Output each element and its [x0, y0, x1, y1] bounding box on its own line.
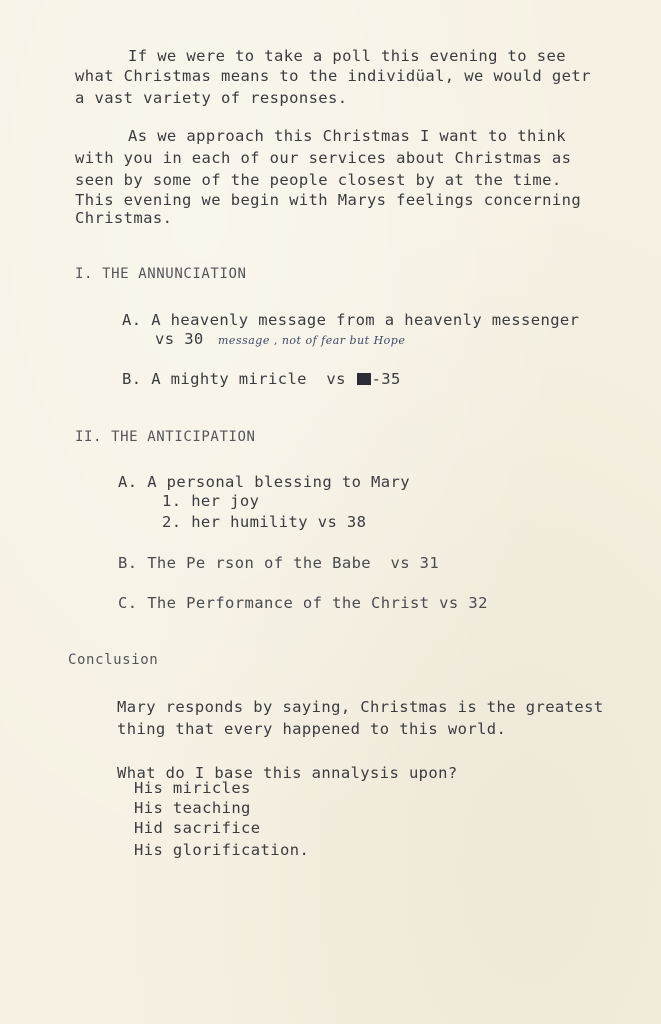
struck-out-verse-mark: [357, 373, 371, 385]
section-heading-annunciation: I. THE ANNUNCIATION: [75, 266, 247, 282]
conclusion-line-2: thing that every happened to this world.: [117, 720, 507, 738]
para2-line-4: This evening we begin with Marys feelings concerning: [75, 191, 582, 209]
intro-line-2: what Christmas means to the individüal, we would getr: [75, 67, 591, 85]
point-1b: [122, 369, 401, 389]
point-1b-suffix: -35: [371, 370, 401, 388]
point-2c: C. The Performance of the Christ vs 32: [118, 594, 488, 612]
para2-line-2: with you in each of our services about Christmas as: [75, 149, 572, 167]
conclusion-line-1: Mary responds by saying, Christmas is the greatest: [117, 698, 604, 716]
intro-line-3: a vast variety of responses.: [75, 89, 348, 107]
para2-line-3: seen by some of the people closest by at the time.: [75, 171, 562, 189]
point-2a-2: 2. her humility vs 38: [162, 513, 367, 531]
conclusion-item: His teaching: [134, 799, 251, 817]
conclusion-heading: Conclusion: [68, 652, 159, 668]
point-1a-line-2: vs 30: [155, 330, 204, 348]
point-2a-1: 1. her joy: [162, 492, 260, 510]
point-1a-line-1: A. A heavenly message from a heavenly messenger: [122, 311, 580, 329]
point-2b: B. The Pe rson of the Babe vs 31: [118, 554, 440, 572]
section-heading-anticipation: II. THE ANTICIPATION: [75, 429, 256, 445]
para2-line-1: As we approach this Christmas I want to think: [128, 127, 566, 145]
point-2a: A. A personal blessing to Mary: [118, 473, 410, 491]
para2-line-5: Christmas.: [75, 209, 173, 227]
conclusion-question: What do I base this annalysis upon?: [117, 764, 458, 782]
handwritten-margin-note: message , not of fear but Hope: [218, 334, 406, 347]
conclusion-item: His miricles: [134, 779, 251, 797]
point-1b-text: B. A mighty miricle vs: [122, 370, 356, 388]
conclusion-item: Hid sacrifice: [134, 819, 261, 837]
intro-line-1: If we were to take a poll this evening to see: [128, 47, 566, 65]
conclusion-item: His glorification.: [134, 841, 310, 859]
